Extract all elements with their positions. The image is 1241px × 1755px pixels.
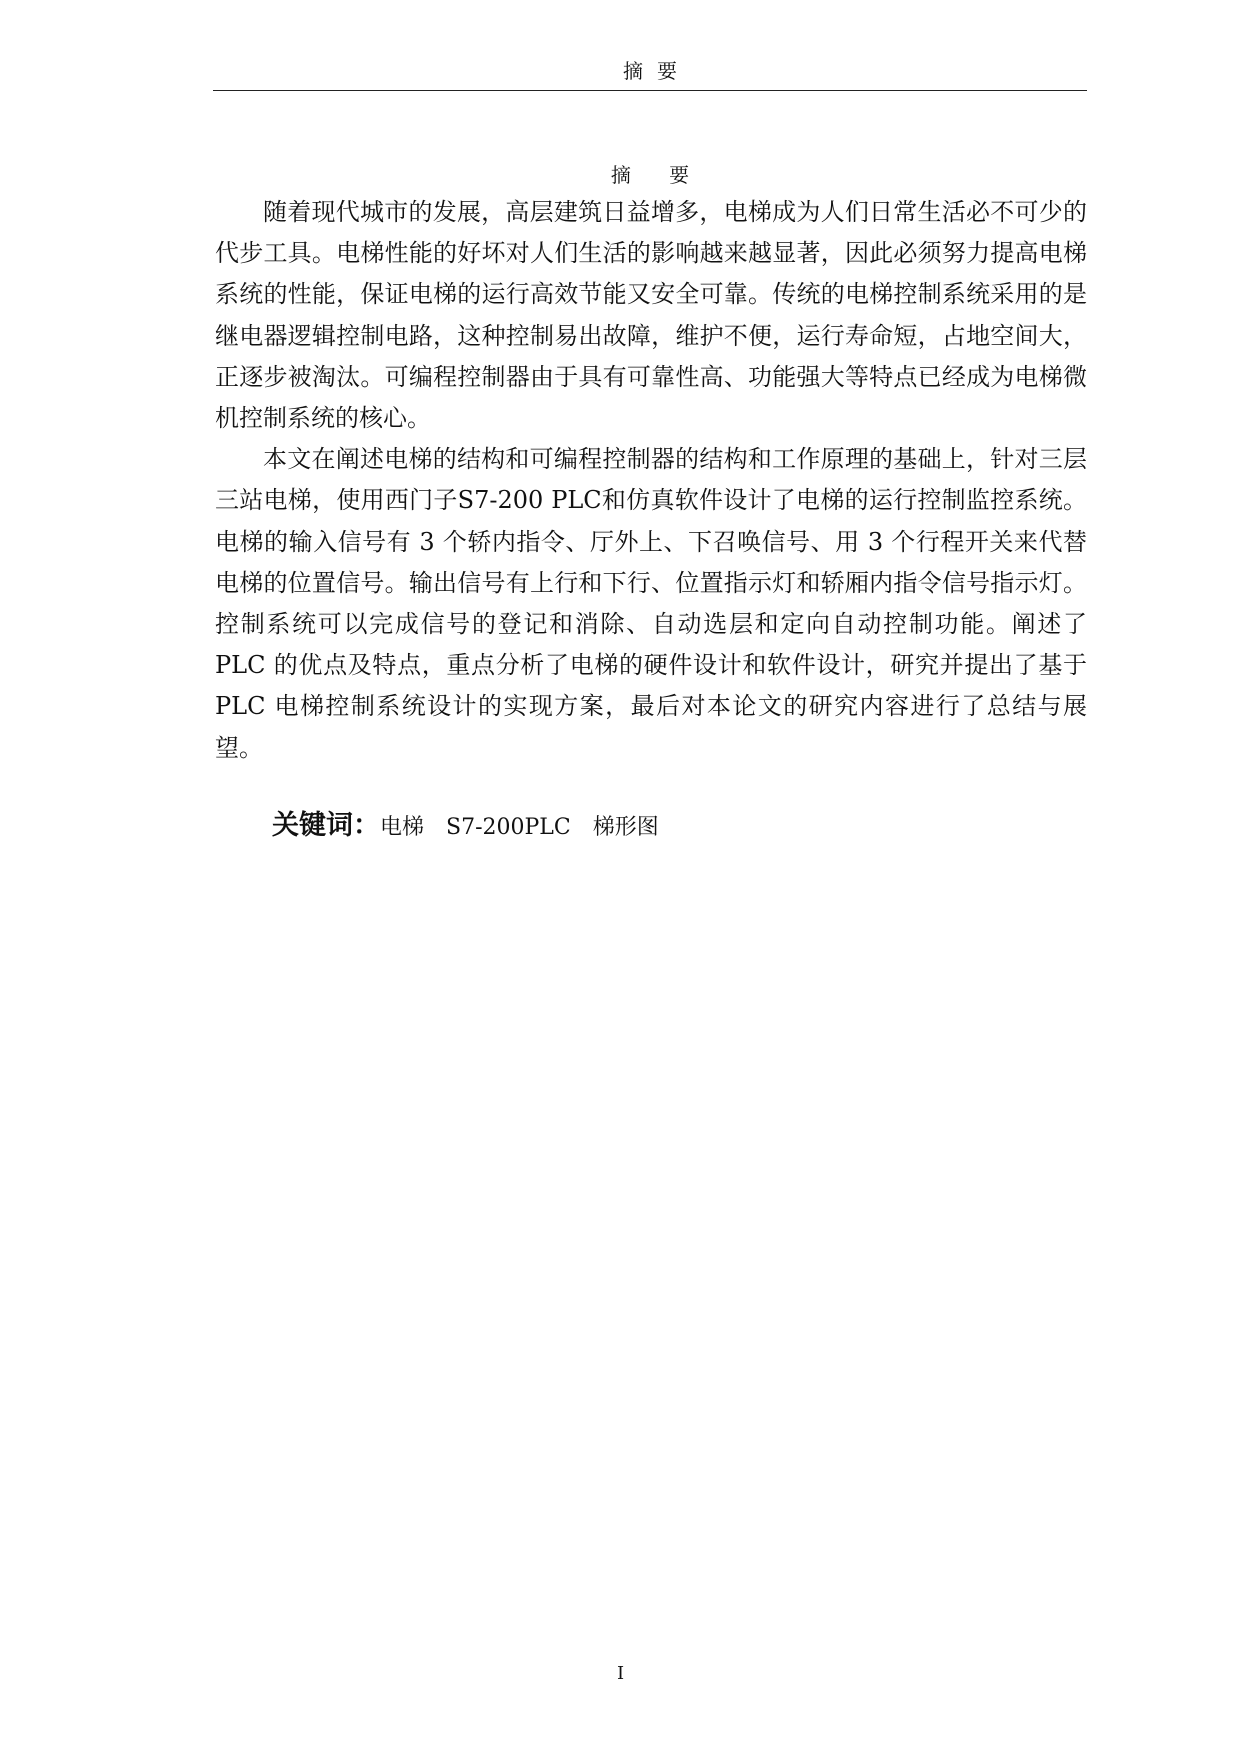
keyword-item: S7-200PLC bbox=[446, 815, 571, 840]
abstract-body bbox=[215, 192, 1087, 769]
keyword-item: 电梯 bbox=[380, 815, 425, 840]
page-number: I bbox=[616, 1663, 625, 1684]
keywords-line bbox=[272, 806, 681, 848]
keyword-item: 梯形图 bbox=[592, 815, 659, 840]
header-title: 摘要 bbox=[623, 59, 691, 83]
page-header bbox=[213, 56, 1087, 91]
keywords-label: 关键词： bbox=[272, 810, 380, 841]
abstract-paragraph: 本文在阐述电梯的结构和可编程控制器的结构和工作原理的基础上，针对三层三站电梯，使用西门子S7-200 PLC和仿真软件设计了电梯的运行控制监控系统。电梯的输入信号有 3 个轿内指令、厅外上、下召唤信号、用 3 个行程开关来代替电梯的位置信号。输出信号有上行和下行、位置指示灯和轿厢内指令信号指示灯。控制系统可以完成信号的登记和消除、自动选层和定向自动控制功能。阐述了 PLC 的优点及特点，重点分析了电梯的硬件设计和软件设计，研究并提出了基于 PLC 电梯控制系统设计的实现方案，最后对本论文的研究内容进行了总结与展望。 bbox=[215, 445, 1087, 762]
abstract-title: 摘 要 bbox=[610, 163, 706, 187]
abstract-paragraph: 随着现代城市的发展，高层建筑日益增多，电梯成为人们日常生活必不可少的代步工具。电梯性能的好坏对人们生活的影响越来越显著，因此必须努力提高电梯系统的性能，保证电梯的运行高效节能又安全可靠。传统的电梯控制系统采用的是继电器逻辑控制电路，这种控制易出故障，维护不便，运行寿命短，占地空间大，正逐步被淘汰。可编程控制器由于具有可靠性高、功能强大等特点已经成为电梯微机控制系统的核心。 bbox=[215, 198, 1087, 433]
